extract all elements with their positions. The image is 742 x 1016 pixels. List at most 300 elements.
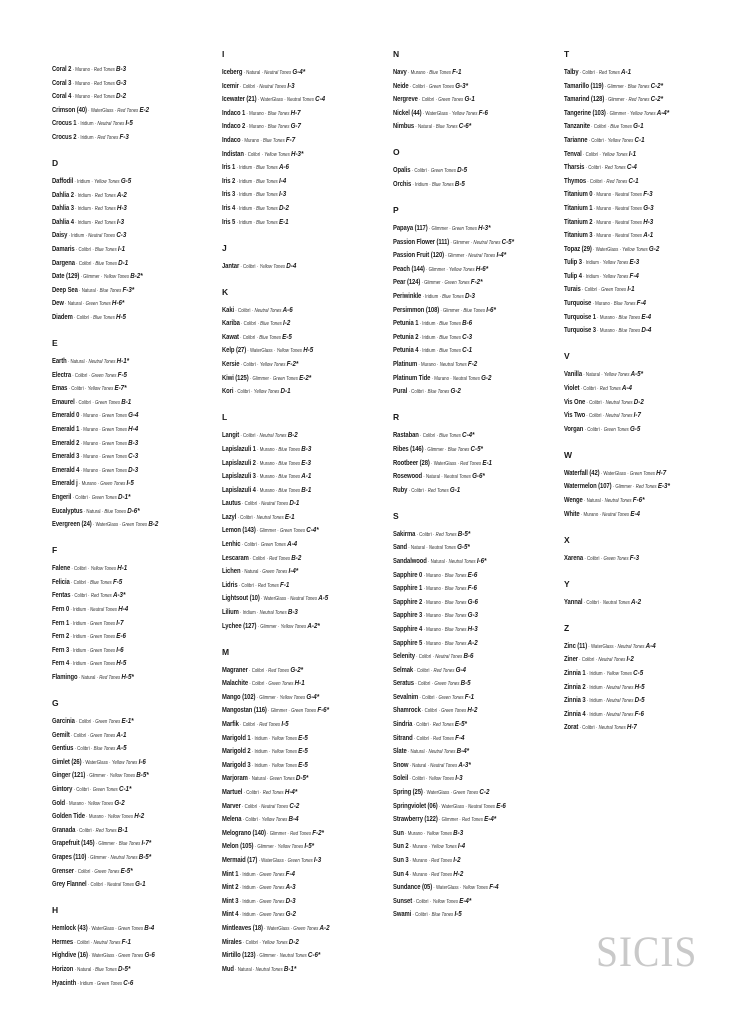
grid-code: B-3: [301, 443, 312, 453]
grid-code: H-3*: [290, 148, 304, 158]
collection-name: Glimmer: [90, 855, 107, 862]
collection-name: Glimmer: [260, 623, 277, 630]
color-entry: [52, 768, 220, 782]
tone-name: Yellow Tones: [253, 389, 280, 396]
color-meta: · Murano · Blue Tones: [595, 328, 641, 335]
grid-code: F-4: [489, 882, 499, 892]
color-entry: [393, 330, 561, 344]
collection-name: Natural: [67, 301, 82, 308]
color-entry: [222, 92, 390, 106]
collection-name: Colibrì: [74, 593, 87, 600]
grid-code: B-3: [453, 827, 464, 837]
collection-name: Colibrì: [77, 868, 91, 875]
collection-name: Iridium: [589, 698, 603, 705]
color-entry: [52, 368, 220, 382]
color-name: Lescaram: [222, 554, 249, 562]
color-entry: [564, 422, 732, 436]
color-name: Kaki: [222, 306, 235, 314]
collection-name: Murano: [244, 137, 260, 144]
color-meta: · Colibrì · Green Tones: [410, 168, 456, 175]
index-section: [393, 204, 563, 398]
grid-code: E-6: [467, 569, 478, 579]
color-entry: [222, 160, 390, 174]
tone-name: Blue Tones: [278, 487, 301, 494]
collection-name: Natural: [77, 967, 92, 974]
color-meta: · Iridium · Neutral Tones: [585, 698, 634, 705]
color-name: Indistan: [222, 150, 244, 158]
color-entry: [222, 483, 390, 497]
tone-name: Green Tones: [434, 681, 460, 688]
collection-name: Murano: [83, 454, 99, 461]
tone-name: Neutral Tones: [88, 233, 116, 240]
color-meta: · Natural · Blue Tones: [414, 124, 458, 131]
color-name: Emerald 3: [52, 453, 80, 461]
color-name: Orchis: [393, 181, 412, 189]
color-meta: · Iridium · Red Tones: [73, 206, 116, 213]
color-meta: · Iridium · Green Tones: [238, 885, 285, 892]
color-meta: · Murano · Green Tones: [79, 440, 127, 447]
grid-code: H-4*: [284, 787, 298, 797]
index-column-4: [564, 48, 734, 747]
color-name: Mintleaves (18): [222, 924, 263, 932]
tone-name: Red Tones: [269, 555, 291, 562]
grid-code: F-6: [634, 708, 644, 718]
collection-name: WaterGlass: [590, 643, 614, 650]
collection-name: Colibrì: [424, 708, 438, 715]
color-entry: [564, 160, 732, 174]
index-section: [393, 146, 563, 190]
grid-code: E-6: [116, 631, 126, 641]
color-meta: · Colibrì · Blue Tones: [74, 260, 117, 267]
color-entry: [52, 561, 220, 575]
color-name: Lapislazuli 1: [222, 445, 256, 453]
tone-name: Neutral Tones: [254, 307, 282, 314]
color-name: Langit: [222, 432, 240, 440]
color-meta: · Glimmer · Red Tones: [265, 830, 312, 837]
color-entry: [222, 771, 390, 785]
color-name: Electra: [52, 371, 72, 379]
color-entry: [564, 408, 732, 422]
color-name: Vis Two: [564, 412, 586, 420]
color-entry: [52, 89, 220, 103]
tone-name: Green Tones: [101, 413, 127, 420]
color-meta: · Colibrì · Yellow Tones: [408, 776, 455, 783]
color-name: Highdive (16): [52, 952, 88, 960]
tone-name: Blue Tones: [104, 508, 127, 515]
collection-name: Murano: [412, 858, 428, 865]
grid-code: E-7*: [114, 383, 127, 393]
color-name: Fern 0: [52, 606, 70, 614]
color-meta: · Murano · Red Tones: [71, 80, 115, 87]
color-name: Nickel (44): [393, 109, 422, 117]
color-meta: · Colibrì · Neutral Tones: [582, 599, 630, 606]
color-name: Coral 4: [52, 93, 72, 101]
color-meta: · Natural · Red Tones: [77, 675, 121, 682]
grid-code: H-5: [115, 311, 126, 321]
tone-name: Neutral Tones: [261, 803, 289, 810]
grid-code: H-7: [626, 722, 637, 732]
index-section: [564, 534, 734, 565]
color-name: Gentius: [52, 745, 74, 753]
tone-name: Green Tones: [91, 495, 117, 501]
index-section: [393, 411, 563, 496]
grid-code: G-4*: [292, 66, 306, 76]
collection-name: WaterGlass: [435, 885, 459, 892]
color-meta: · Glimmer · Yellow Tones: [85, 773, 136, 780]
grid-code: C-5*: [501, 236, 515, 246]
tone-name: Green Tones: [441, 708, 467, 715]
color-name: Turquoise: [564, 300, 592, 308]
grid-code: A-2: [467, 637, 478, 647]
tone-name: Red Tones: [99, 675, 121, 682]
color-entry: [393, 65, 561, 79]
color-name: Fern 1: [52, 619, 70, 627]
color-meta: · Murano · Neutral Tones: [592, 219, 642, 226]
color-entry: [393, 163, 561, 177]
grid-code: E-3: [301, 457, 311, 467]
color-name: Sindria: [393, 721, 413, 729]
color-entry: [393, 248, 561, 262]
grid-code: A-5*: [630, 369, 644, 379]
color-entry: [222, 496, 390, 510]
section-letter: W: [564, 449, 573, 460]
color-entry: [393, 853, 561, 867]
grid-code: G-1: [633, 121, 644, 131]
tone-name: Blue Tones: [431, 912, 454, 919]
collection-name: Colibrì: [252, 555, 266, 562]
color-entry: [393, 177, 561, 191]
tone-name: Yellow Tones: [607, 137, 634, 144]
color-entry: [393, 731, 561, 745]
color-meta: · WaterGlass · Green Tones: [422, 790, 479, 797]
color-meta: · Murano · Green Tones: [77, 481, 126, 488]
grid-code: C-2: [479, 787, 490, 797]
color-entry: [52, 575, 220, 589]
grid-code: C-3: [462, 331, 473, 341]
color-entry: [393, 221, 561, 235]
tone-name: Neutral Tones: [468, 253, 496, 260]
color-entry: [393, 867, 561, 881]
color-entry: [222, 537, 390, 551]
color-name: Sun 4: [393, 870, 409, 878]
tone-name: Yellow Tones: [109, 773, 136, 780]
color-entry: [393, 442, 561, 456]
color-entry: [564, 507, 732, 521]
color-name: Daffodil: [52, 178, 74, 186]
collection-name: Natural: [246, 69, 261, 76]
color-meta: · WaterGlass · Neutral Tones: [587, 643, 645, 650]
collection-name: Murano: [595, 301, 610, 308]
grid-code: G-3: [643, 202, 654, 212]
color-meta: · Colibrì · Yellow Tones: [233, 389, 280, 396]
color-meta: · Iridium · Blue Tones: [235, 178, 278, 185]
color-entry: [222, 935, 390, 949]
color-name: Grey Flannel: [52, 881, 87, 889]
section-letter: P: [393, 205, 399, 216]
color-name: Crimson (40): [52, 106, 87, 114]
color-name: Fentas: [52, 592, 71, 600]
collection-name: Colibrì: [74, 566, 87, 573]
collection-name: Murano: [249, 110, 264, 117]
tone-name: Green Tones: [291, 708, 317, 715]
section-letter: L: [222, 412, 228, 423]
tone-name: Neutral Tones: [606, 711, 634, 718]
grid-code: I-6: [116, 644, 124, 654]
color-meta: · Iridium · Neutral Tones: [67, 233, 116, 240]
color-name: Garcinia: [52, 718, 75, 726]
collection-name: WaterGlass: [90, 107, 114, 114]
color-name: Rastaban: [393, 432, 419, 440]
collection-name: Iridium: [242, 912, 256, 919]
grid-code: E-5*: [120, 865, 133, 875]
section-letter: Z: [564, 622, 570, 633]
color-meta: · Murano · Blue Tones: [422, 613, 467, 620]
color-entry: [393, 636, 561, 650]
color-name: Lemon (143): [222, 527, 256, 535]
color-name: Nergreve: [393, 96, 418, 104]
color-name: Mangostan (116): [222, 707, 267, 715]
collection-name: Colibrì: [73, 579, 87, 586]
color-name: Strawberry (122): [393, 816, 438, 824]
tone-name: Green Tones: [94, 868, 120, 875]
color-name: Vorgan: [564, 425, 584, 433]
grid-code: A-1: [301, 471, 312, 481]
color-name: Emas: [52, 385, 68, 393]
grid-code: D-6*: [127, 505, 140, 515]
color-meta: · Colibrì · Blue Tones: [589, 124, 632, 131]
color-meta: · Iridium · Yellow Tones: [250, 762, 297, 769]
tone-name: Blue Tones: [94, 247, 117, 254]
color-entry: [222, 79, 390, 93]
color-name: Indaco 1: [222, 109, 246, 117]
collection-name: Colibrì: [586, 599, 599, 606]
collection-name: Iridium: [239, 192, 253, 199]
tone-name: Yellow Tones: [271, 762, 297, 769]
grid-code: E-1: [482, 457, 493, 467]
tone-name: Yellow Tones: [462, 885, 488, 892]
grid-code: E-5: [298, 746, 308, 756]
color-entry: [52, 755, 220, 769]
color-meta: · Colibrì · Green Tones: [413, 681, 460, 688]
collection-name: Murano: [259, 487, 275, 494]
collection-name: Iridium: [422, 348, 436, 355]
collection-name: Glimmer: [431, 226, 448, 233]
color-name: Lautus: [222, 500, 241, 508]
color-name: Crocus 1: [52, 120, 77, 128]
color-entry: [52, 935, 220, 949]
color-entry: [52, 242, 220, 256]
tone-name: Green Tones: [101, 427, 127, 434]
tone-name: Red Tones: [599, 385, 621, 392]
tone-name: Green Tones: [444, 280, 470, 287]
color-name: Sun 3: [393, 857, 409, 865]
tone-name: Neutral Tones: [615, 205, 642, 212]
color-name: Vis One: [564, 398, 586, 406]
tone-name: Blue Tones: [267, 124, 290, 131]
color-entry: [564, 255, 732, 269]
collection-name: Colibrì: [591, 137, 604, 144]
color-name: Malachite: [222, 680, 249, 688]
color-entry: [564, 133, 732, 147]
grid-code: F-6: [478, 107, 488, 117]
collection-name: Murano: [599, 314, 615, 321]
grid-code: I-5: [126, 478, 134, 488]
color-entry: [52, 602, 220, 616]
color-entry: [52, 796, 220, 810]
color-name: Emerald j: [52, 480, 78, 488]
color-meta: · Colibrì · Green Tones: [73, 868, 120, 875]
section-letter: R: [393, 412, 400, 423]
index-section: [52, 904, 222, 989]
grid-code: A-2: [116, 189, 127, 199]
color-name: Sapphire 0: [393, 571, 423, 579]
color-name: Jantar: [222, 262, 240, 270]
color-meta: · Murano · Blue Tones: [240, 137, 285, 144]
color-meta: · Colibrì · Red Tones: [412, 735, 454, 742]
section-letter: I: [222, 49, 225, 59]
tone-name: Yellow Tones: [87, 386, 114, 393]
color-meta: · Murano · Blue Tones: [422, 572, 467, 579]
color-meta: · Colibrì · Blue Tones: [72, 314, 115, 321]
tone-name: Blue Tones: [278, 446, 301, 453]
tone-name: Blue Tones: [95, 260, 117, 267]
color-name: Peach (144): [393, 265, 425, 273]
tone-name: Neutral Tones: [598, 725, 626, 732]
collection-name: Iridium: [239, 178, 253, 185]
tone-name: Green Tones: [259, 898, 285, 905]
tone-name: Blue Tones: [99, 287, 122, 294]
color-meta: · Colibrì · Blue Tones: [418, 433, 461, 440]
color-meta: · Iridium · Red Tones: [76, 134, 119, 141]
color-entry: [52, 395, 220, 409]
color-entry: [564, 466, 732, 480]
collection-name: Colibrì: [588, 413, 602, 420]
tone-name: Green Tones: [629, 470, 655, 477]
collection-name: WaterGlass: [260, 97, 284, 104]
tone-name: Yellow Tones: [261, 817, 288, 824]
color-meta: · Murano · Neutral Tones: [417, 362, 467, 369]
collection-name: Glimmer: [441, 817, 459, 824]
color-meta: · Glimmer · Neutral Tones: [255, 953, 307, 960]
color-name: Marigold 2: [222, 748, 251, 756]
collection-name: Colibrì: [243, 263, 256, 270]
grid-code: C-5: [633, 668, 644, 677]
tone-name: Neutral Tones: [264, 69, 292, 76]
grid-code: B-5*: [138, 852, 152, 862]
collection-name: Natural: [412, 762, 427, 769]
grid-code: E-5: [298, 732, 308, 742]
color-name: Papaya (117): [393, 225, 428, 233]
collection-name: Colibrì: [244, 542, 257, 549]
color-meta: · WaterGlass · Green Tones: [599, 470, 655, 477]
tone-name: Red Tones: [460, 460, 482, 467]
color-entry: [564, 242, 732, 256]
tone-name: Neutral Tones: [615, 233, 642, 240]
color-name: Petunia 4: [393, 347, 419, 355]
color-entry: [52, 962, 220, 976]
tone-name: Red Tones: [604, 165, 626, 172]
color-entry: [564, 92, 732, 106]
color-meta: · Murano · Green Tones: [79, 427, 127, 434]
collection-name: Colibrì: [414, 168, 427, 175]
color-meta: · Glimmer · Red Tones: [611, 484, 657, 491]
collection-name: Iridium: [242, 610, 256, 617]
tone-name: Red Tones: [257, 582, 279, 589]
collection-name: Colibrì: [76, 314, 90, 321]
grid-code: C-4: [626, 162, 637, 172]
color-meta: · Colibrì · Neutral Tones: [86, 882, 134, 889]
color-entry: [222, 133, 390, 147]
color-entry: [393, 384, 561, 398]
section-letter: G: [52, 698, 59, 709]
collection-name: Iridium: [422, 334, 436, 341]
color-entry: [564, 296, 732, 310]
grid-code: G-2*: [290, 664, 304, 674]
color-name: Gold: [52, 799, 66, 807]
color-meta: · Colibrì · Neutral Tones: [585, 399, 633, 406]
color-entry: [222, 106, 390, 120]
color-entry: [222, 343, 390, 357]
color-name: Zinnia 4: [564, 710, 586, 718]
color-meta: · Colibrì · Red Tones: [248, 555, 291, 562]
grid-code: G-5: [629, 423, 641, 433]
color-meta: · Glimmer · Green Tones: [248, 375, 298, 382]
color-entry: [393, 894, 561, 908]
color-name: Emerald 4: [52, 466, 80, 474]
grid-code: D-2: [278, 202, 289, 212]
grid-code: G-6: [467, 596, 478, 606]
grid-code: A-3*: [458, 759, 471, 769]
color-entry: [393, 469, 561, 483]
color-entry: [222, 357, 390, 371]
grid-code: A-6: [282, 304, 293, 314]
color-name: Marver: [222, 802, 241, 810]
tone-name: Red Tones: [461, 817, 483, 824]
tone-name: Yellow Tones: [259, 263, 286, 270]
grid-code: G-4*: [306, 691, 320, 701]
color-meta: · Colibrì · Green Tones: [417, 97, 464, 104]
color-name: Petunia 2: [393, 333, 419, 341]
color-entry: [393, 527, 561, 541]
color-meta: · Colibrì · Green Tones: [583, 555, 629, 562]
collection-name: Natural: [81, 675, 96, 682]
tone-name: Neutral Tones: [90, 607, 117, 614]
grid-code: F-2*: [470, 277, 483, 287]
color-meta: · Colibrì · Red Tones: [75, 827, 117, 834]
collection-name: Natural: [86, 508, 101, 515]
tone-name: Green Tones: [438, 694, 464, 701]
collection-name: Murano: [407, 830, 423, 837]
color-meta: · Colibrì · Yellow Tones: [70, 566, 117, 573]
color-name: Daisy: [52, 232, 68, 240]
tone-name: Neutral Tones: [452, 375, 480, 382]
index-section: [393, 510, 563, 921]
color-meta: · Iridium · Yellow Tones: [73, 179, 120, 186]
color-entry: [52, 436, 220, 450]
grid-code: B-5*: [457, 528, 471, 538]
collection-name: Colibrì: [418, 654, 432, 661]
grid-code: A-6: [278, 162, 289, 172]
collection-name: Iridium: [80, 121, 94, 128]
color-meta: · Murano · Blue Tones: [422, 640, 467, 647]
collection-name: Murano: [249, 124, 264, 131]
tone-name: Red Tones: [635, 484, 657, 491]
color-meta: · Glimmer · Blue Tones: [603, 83, 650, 90]
color-name: Damaris: [52, 246, 75, 254]
grid-code: H-5: [303, 345, 314, 355]
color-meta: · Murano · Yellow Tones: [65, 800, 114, 807]
grid-code: E-5: [282, 331, 292, 341]
